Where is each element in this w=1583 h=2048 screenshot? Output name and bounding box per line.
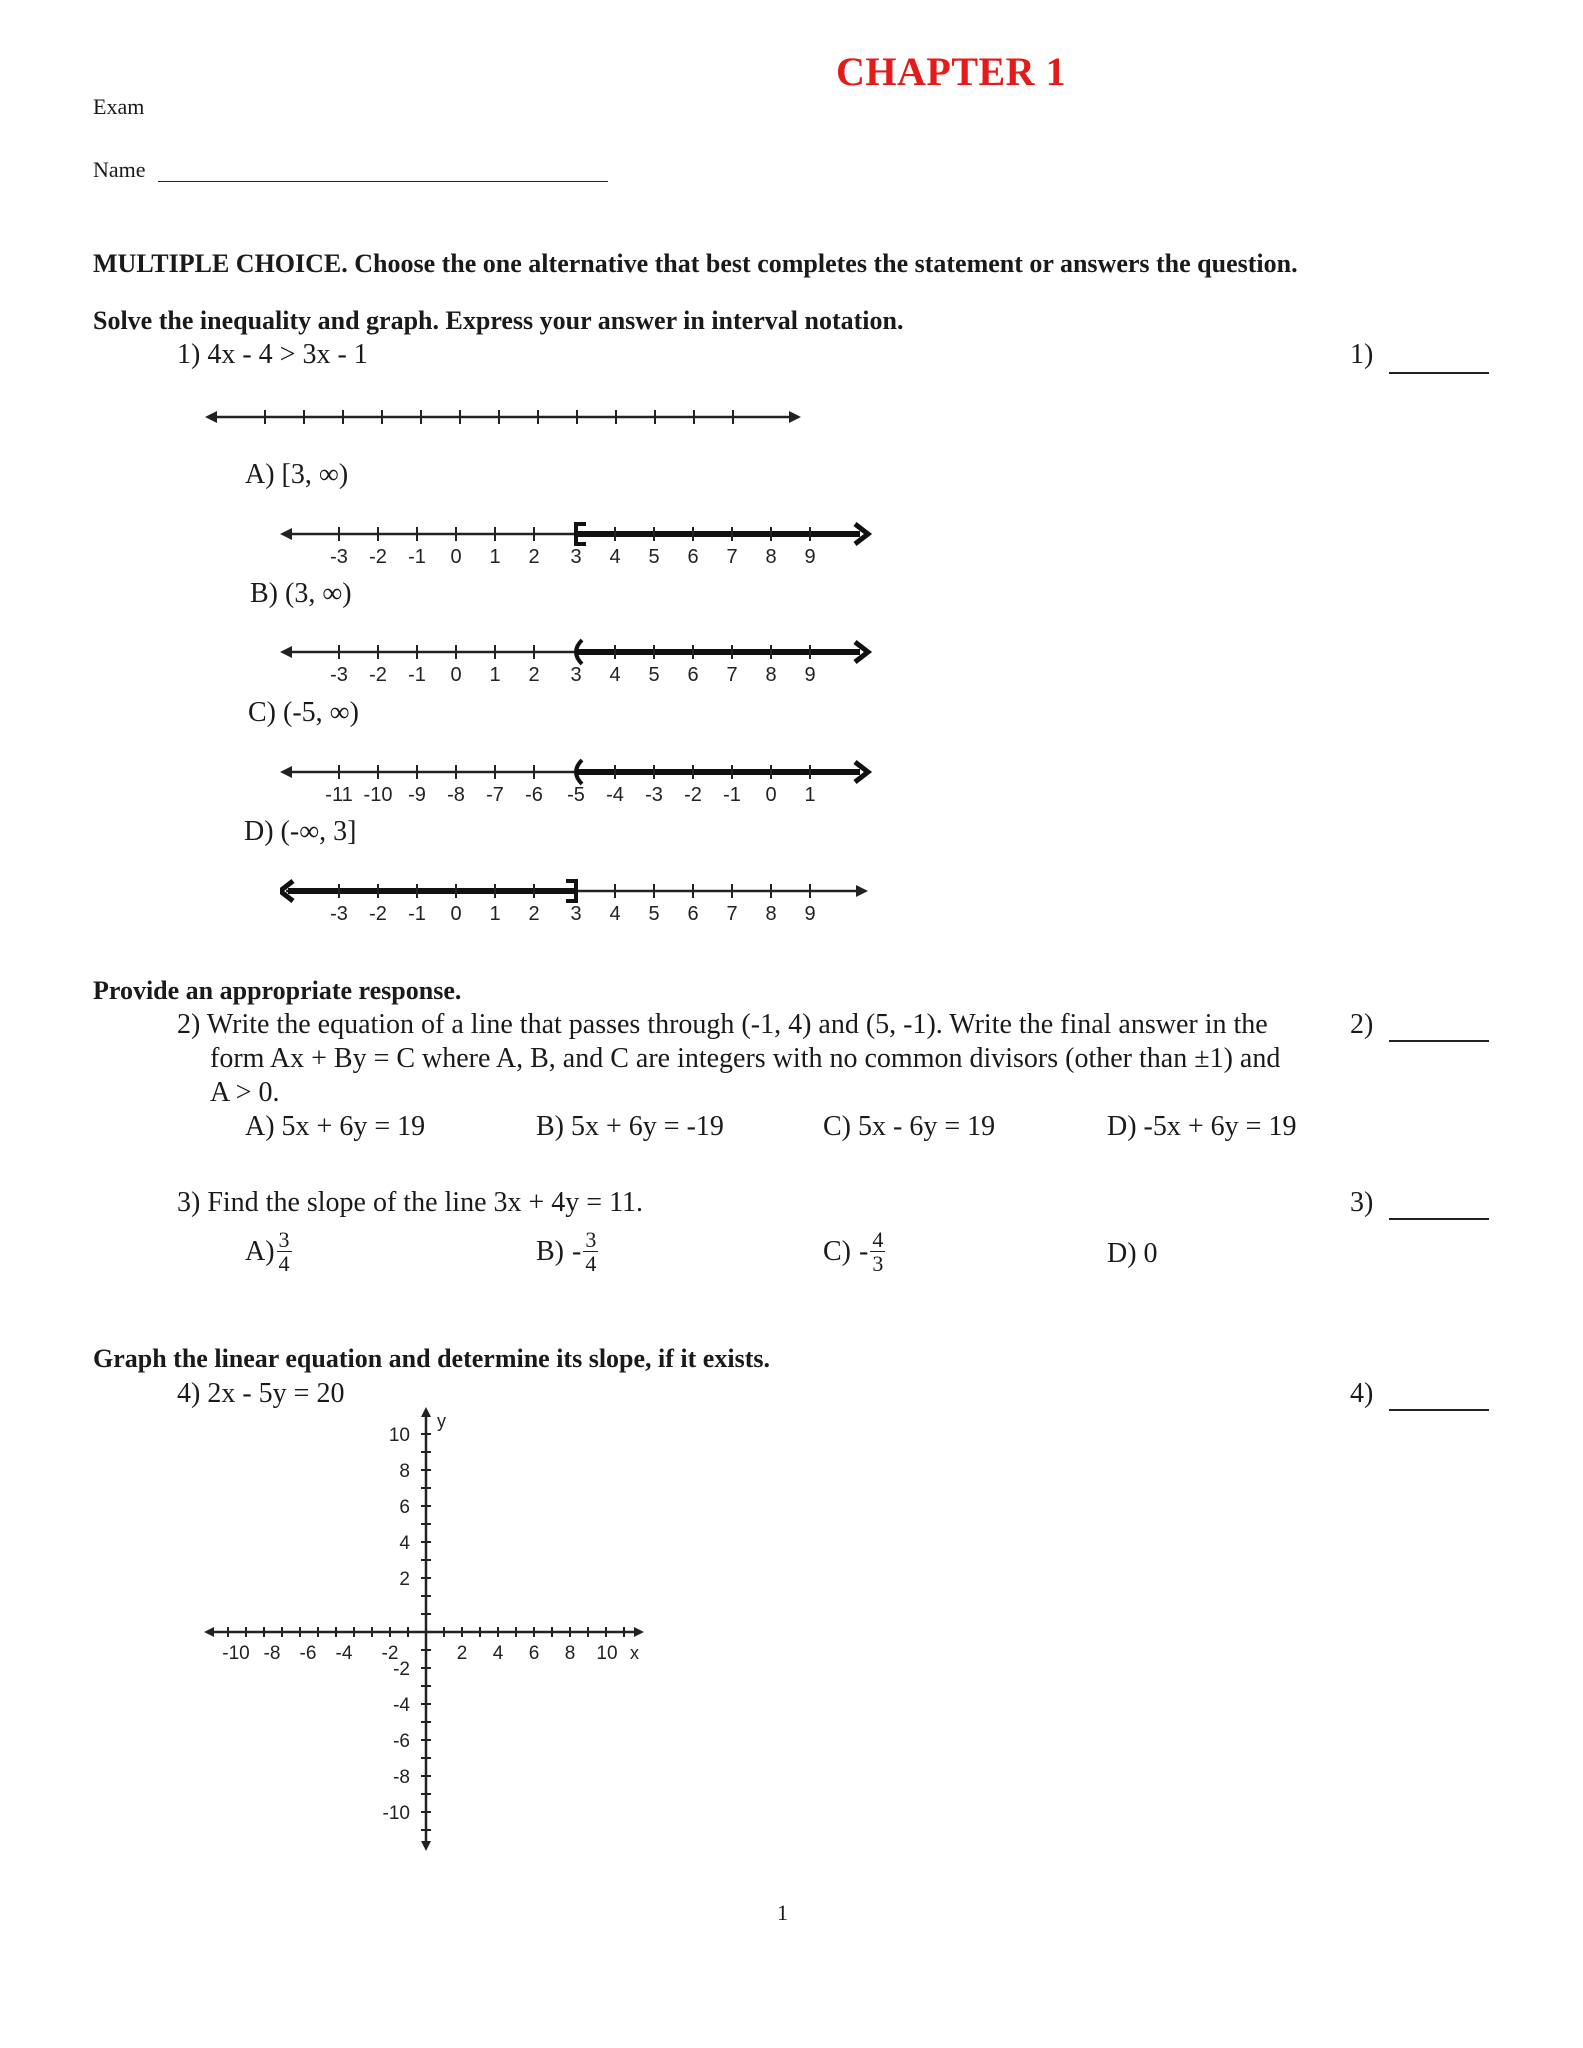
x-tick-label: 4: [492, 1643, 504, 1664]
tick-label: 6: [687, 546, 699, 568]
x-tick-label: -10: [222, 1643, 250, 1664]
tick-label: 2: [528, 546, 540, 568]
y-tick-label: -2: [393, 1659, 410, 1680]
q2-line-2: form Ax + By = C where A, B, and C are integers with no common divisors (other than ±1) and: [210, 1043, 1281, 1074]
tick-label: -2: [369, 903, 387, 925]
tick-label: 0: [450, 664, 462, 686]
tick-label: 7: [726, 546, 738, 568]
y-tick-label: 2: [399, 1569, 410, 1590]
x-tick-label: -2: [381, 1643, 399, 1664]
y-axis-label: y: [437, 1411, 446, 1431]
q1-answer-blank[interactable]: [1389, 372, 1489, 374]
q1-option-a-graph: [280, 518, 880, 570]
x-tick-label: -8: [263, 1643, 281, 1664]
tick-label: -3: [330, 664, 348, 686]
q2-option-b[interactable]: B) 5x + 6y = -19: [536, 1111, 724, 1142]
tick-label: 8: [765, 546, 777, 568]
tick-label: 4: [609, 903, 621, 925]
exam-label: Exam: [93, 94, 145, 119]
q1-option-c-graph: [280, 756, 880, 808]
q1-blank-number-line[interactable]: [205, 402, 805, 432]
q1-option-b-graph: [280, 636, 880, 688]
option-fraction: [583, 1228, 598, 1275]
tick-label: 5: [648, 664, 660, 686]
tick-label: -2: [369, 546, 387, 568]
tick-label: 2: [528, 903, 540, 925]
tick-label: -3: [330, 546, 348, 568]
q1-prompt: 1) 4x - 4 > 3x - 1: [177, 339, 368, 370]
tick-label: 3: [570, 903, 582, 925]
y-tick-label: 8: [399, 1461, 410, 1482]
tick-label: 5: [648, 903, 660, 925]
tick-label: 2: [528, 664, 540, 686]
q3-option-b[interactable]: [536, 1228, 600, 1275]
tick-label: 5: [648, 546, 660, 568]
x-tick-label: 8: [564, 1643, 576, 1664]
tick-label: 1: [489, 546, 501, 568]
tick-label: 6: [687, 903, 699, 925]
x-tick-label: -6: [299, 1643, 317, 1664]
fraction-numerator: 3: [278, 1227, 290, 1252]
fraction-denominator: 4: [585, 1251, 597, 1277]
q1-option-d-graph: [280, 875, 880, 927]
x-tick-label: 2: [456, 1643, 468, 1664]
q2-option-c[interactable]: C) 5x - 6y = 19: [823, 1111, 996, 1142]
x-tick-label: 6: [528, 1643, 540, 1664]
tick-label: -2: [684, 784, 702, 806]
tick-label: -1: [408, 903, 426, 925]
tick-label: 0: [450, 546, 462, 568]
q4-answer-number: 4): [1350, 1378, 1374, 1409]
fraction-denominator: 4: [278, 1251, 290, 1277]
fraction-numerator: 4: [872, 1227, 884, 1252]
tick-label: -5: [567, 784, 585, 806]
option-letter: A): [245, 1235, 275, 1267]
option-fraction: [870, 1228, 885, 1275]
section-instructions: MULTIPLE CHOICE. Choose the one alternative that best completes the statement or answers the question.: [93, 249, 1298, 278]
x-tick-label: 10: [596, 1643, 618, 1664]
q3-option-c[interactable]: [823, 1228, 887, 1275]
q2-option-a[interactable]: A) 5x + 6y = 19: [245, 1111, 426, 1142]
q4-coordinate-axes[interactable]: [200, 1405, 660, 1865]
q2-line-3: A > 0.: [210, 1077, 280, 1108]
tick-label: -1: [408, 664, 426, 686]
option-letter: B): [536, 1235, 564, 1267]
q3-answer-number: 3): [1350, 1187, 1374, 1218]
tick-label: 1: [489, 664, 501, 686]
tick-label: 0: [450, 903, 462, 925]
fraction-denominator: 3: [872, 1251, 884, 1277]
tick-label: 9: [804, 903, 816, 925]
q2-heading: Provide an appropriate response.: [93, 976, 462, 1005]
tick-label: -3: [330, 903, 348, 925]
tick-label: 8: [765, 903, 777, 925]
y-tick-label: -6: [393, 1731, 410, 1752]
tick-label: -1: [723, 784, 741, 806]
q1-option-d[interactable]: D) (-∞, 3]: [244, 816, 357, 847]
tick-label: -2: [369, 664, 387, 686]
tick-label: 4: [609, 664, 621, 686]
q2-answer-number: 2): [1350, 1009, 1374, 1040]
y-tick-label: 10: [388, 1425, 410, 1446]
x-axis-label: x: [630, 1643, 639, 1663]
chapter-title: CHAPTER 1: [836, 49, 1067, 94]
page-number: 1: [777, 1900, 788, 1925]
option-letter: C): [823, 1235, 851, 1267]
tick-label: -9: [408, 784, 426, 806]
tick-label: 1: [489, 903, 501, 925]
tick-label: -11: [325, 784, 353, 806]
q3-answer-blank[interactable]: [1389, 1218, 1489, 1220]
tick-label: 7: [726, 664, 738, 686]
tick-label: -8: [447, 784, 465, 806]
tick-label: 8: [765, 664, 777, 686]
option-sign: -: [859, 1235, 869, 1267]
q3-prompt: 3) Find the slope of the line 3x + 4y = 11.: [177, 1187, 644, 1218]
q2-line-1: 2) Write the equation of a line that passes through (-1, 4) and (5, -1). Write the final answer in the: [177, 1009, 1268, 1040]
q1-answer-number: 1): [1350, 339, 1374, 370]
y-tick-label: 6: [399, 1497, 410, 1518]
y-tick-label: -10: [382, 1803, 410, 1824]
q3-option-d[interactable]: D) 0: [1107, 1238, 1158, 1269]
q3-option-a[interactable]: [245, 1228, 294, 1275]
q4-prompt: 4) 2x - 5y = 20: [177, 1378, 345, 1409]
q1-option-a[interactable]: A) [3, ∞): [245, 459, 349, 490]
y-tick-label: -8: [393, 1767, 410, 1788]
tick-label: -1: [408, 546, 426, 568]
tick-label: 0: [765, 784, 777, 806]
tick-label: 7: [726, 903, 738, 925]
q4-answer-blank[interactable]: [1389, 1409, 1489, 1411]
q1-heading: Solve the inequality and graph. Express your answer in interval notation.: [93, 306, 904, 335]
tick-label: -7: [486, 784, 504, 806]
tick-label: -3: [645, 784, 663, 806]
tick-label: 3: [570, 546, 582, 568]
tick-label: 4: [609, 546, 621, 568]
q4-heading: Graph the linear equation and determine its slope, if it exists.: [93, 1344, 770, 1373]
tick-label: 3: [570, 664, 582, 686]
y-tick-label: 4: [399, 1533, 410, 1554]
name-label: Name: [93, 157, 146, 182]
tick-label: -10: [363, 784, 393, 806]
name-field[interactable]: [158, 181, 608, 182]
y-tick-label: -4: [393, 1695, 410, 1716]
q1-option-c[interactable]: C) (-5, ∞): [248, 697, 359, 728]
option-fraction: [277, 1228, 292, 1275]
tick-label: 9: [804, 546, 816, 568]
q2-option-d[interactable]: D) -5x + 6y = 19: [1107, 1111, 1297, 1142]
x-tick-label: -4: [335, 1643, 353, 1664]
q2-answer-blank[interactable]: [1389, 1040, 1489, 1042]
q1-option-b[interactable]: B) (3, ∞): [250, 578, 352, 609]
fraction-numerator: 3: [585, 1227, 597, 1252]
tick-label: -6: [525, 784, 543, 806]
tick-label: 9: [804, 664, 816, 686]
option-sign: -: [572, 1235, 582, 1267]
tick-label: 6: [687, 664, 699, 686]
tick-label: 1: [804, 784, 816, 806]
tick-label: -4: [606, 784, 624, 806]
